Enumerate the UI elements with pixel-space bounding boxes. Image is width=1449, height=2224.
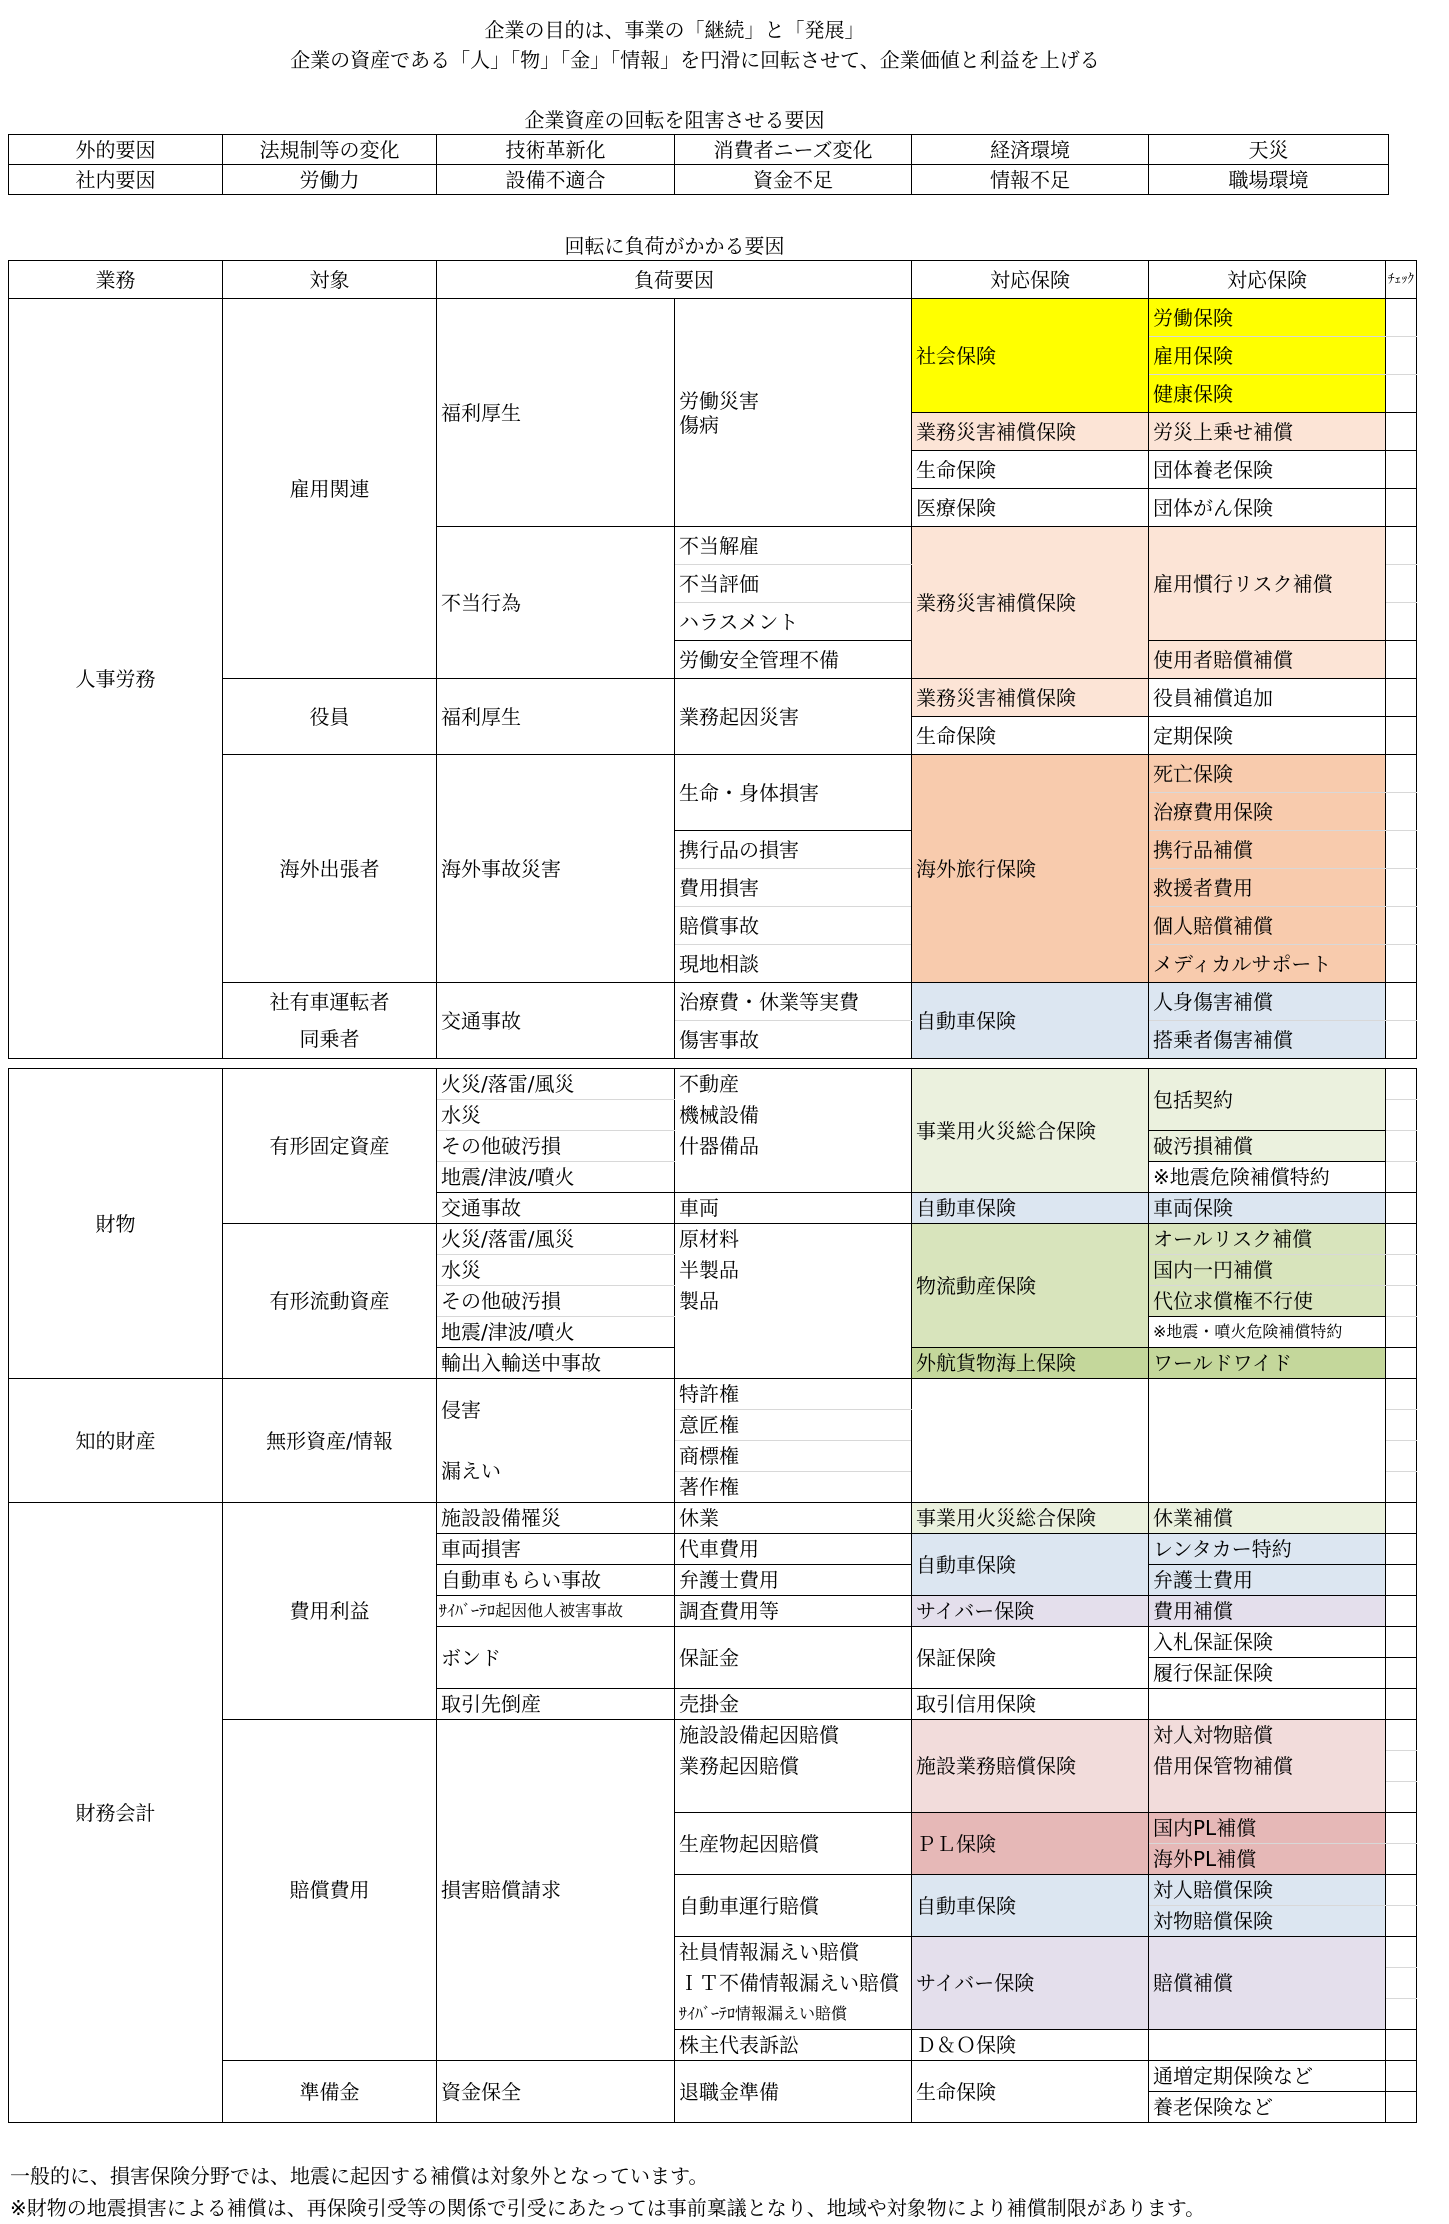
- check-cell[interactable]: [1386, 603, 1417, 641]
- hoken-blank: [1149, 1689, 1386, 1720]
- hoken-daii: 代位求償権不行使: [1149, 1286, 1386, 1317]
- hoken-rikou: 履行保証保険: [1149, 1658, 1386, 1689]
- check-cell[interactable]: [1386, 1410, 1417, 1441]
- fuka-kabunushi: 株主代表訴訟: [675, 2030, 912, 2061]
- check-cell[interactable]: [1386, 1348, 1417, 1379]
- fuka-bengoshi: 弁護士費用: [675, 1565, 912, 1596]
- fuka-taishoku: 退職金準備: [675, 2061, 912, 2123]
- check-cell[interactable]: [1386, 1224, 1417, 1255]
- hoken-shiyosha: 使用者賠償補償: [1149, 641, 1386, 679]
- hoken-kokunai: 国内一円補償: [1149, 1255, 1386, 1286]
- taisho-hiyo: 費用利益: [223, 1503, 437, 1720]
- fuka-shikin-hozen: 資金保全: [437, 2061, 675, 2123]
- hoken-kyuensha: 救援者費用: [1149, 869, 1386, 907]
- fuka-baisho-jiko: 賠償事故: [675, 907, 912, 945]
- section1-title: 企業資産の回転を阻害させる要因: [524, 108, 825, 132]
- check-cell[interactable]: [1386, 1503, 1417, 1534]
- fuka-fukuri2: 福利厚生: [437, 679, 675, 755]
- fuka-fukuri: 福利厚生: [437, 299, 675, 527]
- header-taisho: 対象: [223, 261, 437, 299]
- taisho-ryudo: 有形流動資産: [223, 1224, 437, 1379]
- check-cell[interactable]: [1386, 1875, 1417, 1906]
- fuka-genzairyo: 原材料: [675, 1224, 912, 1255]
- fuka-rosai-text: 労働災害: [679, 388, 759, 413]
- check-cell[interactable]: [1386, 299, 1417, 337]
- check-cell[interactable]: [1386, 869, 1417, 907]
- fuka-cyber-tain: ｻｲﾊﾞｰﾃﾛ起因他人被害事故: [437, 1596, 675, 1627]
- hoken-chiryo: 治療費用保険: [1149, 793, 1386, 831]
- hoken-seimei: 生命保険: [912, 2061, 1149, 2123]
- factor-table: [8, 134, 1389, 195]
- fuka-sonota2: その他破汚損: [437, 1286, 675, 1317]
- fuka-seisanbutsu: 生産物起因賠償: [675, 1813, 912, 1875]
- check-cell[interactable]: [1386, 1286, 1417, 1317]
- fuka-blank: [675, 1162, 912, 1193]
- check-cell[interactable]: [1386, 1844, 1417, 1875]
- hoken-butsuryu: 物流動産保険: [912, 1224, 1149, 1348]
- check-cell[interactable]: [1386, 641, 1417, 679]
- hoken-koyo-kanko: 雇用慣行リスク補償: [1149, 527, 1386, 641]
- hoken-jidosha2: 自動車保険: [912, 1875, 1149, 1937]
- hoken-hokatsu: 包括契約: [1149, 1069, 1386, 1131]
- fuka-cyber-joho: ｻｲﾊﾞｰﾃﾛ情報漏えい賠償: [675, 1999, 912, 2030]
- note-1: 一般的に、損害保険分野では、地震に起因する補償は対象外となっています。: [10, 2164, 709, 2188]
- fuka-blank: [675, 1782, 912, 1813]
- factor-external-1: 法規制等の変化: [223, 135, 437, 165]
- check-cell[interactable]: [1386, 489, 1417, 527]
- hoken-sharyo: 車両保険: [1149, 1193, 1386, 1224]
- hoken-taijin-hoken: 対人賠償保険: [1149, 1875, 1386, 1906]
- load-factor-table: [8, 260, 1417, 1059]
- title-main: 企業の目的は、事業の「継続」と「発展」: [484, 18, 865, 42]
- check-cell[interactable]: [1386, 1968, 1417, 1999]
- hoken-gaiko: 外航貨物海上保険: [912, 1348, 1149, 1379]
- hoken-jishin-funka: ※地震・噴火危険補償特約: [1149, 1317, 1386, 1348]
- factor-external-3: 消費者ニーズ変化: [675, 135, 912, 165]
- hoken-kokunai-pl: 国内PL補償: [1149, 1813, 1386, 1844]
- fuka-kasai: 火災/落雷/風災: [437, 1069, 675, 1100]
- check-cell[interactable]: [1386, 1782, 1417, 1813]
- hoken-dantai-gan: 団体がん保険: [1149, 489, 1386, 527]
- hoken-hosho: 保証保険: [912, 1627, 1149, 1689]
- taisho-kotei: 有形固定資産: [223, 1069, 437, 1224]
- hoken-kyugyo: 休業補償: [1149, 1503, 1386, 1534]
- factor-internal-0: 社内要因: [9, 165, 223, 195]
- check-cell[interactable]: [1386, 1131, 1417, 1162]
- hoken-jidosha: 自動車保険: [912, 983, 1149, 1059]
- hoken-hao: 破汚損補償: [1149, 1131, 1386, 1162]
- factor-external-0: 外的要因: [9, 135, 223, 165]
- fuka-sharyo-songai: 車両損害: [437, 1534, 675, 1565]
- check-cell[interactable]: [1386, 679, 1417, 717]
- taisho-mukei: 無形資産/情報: [223, 1379, 437, 1503]
- hoken-shakai: 社会保険: [912, 299, 1149, 413]
- fuka-blank: [675, 1317, 912, 1348]
- check-cell[interactable]: [1386, 1627, 1417, 1658]
- fuka-seihin: 製品: [675, 1286, 912, 1317]
- check-cell[interactable]: [1386, 1317, 1417, 1348]
- taisho-junbikin: 準備金: [223, 2061, 437, 2123]
- check-cell[interactable]: [1386, 1472, 1417, 1503]
- hoken-pl: ＰＬ保険: [912, 1813, 1149, 1875]
- fuka-sonota: その他破汚損: [437, 1131, 675, 1162]
- check-cell[interactable]: [1386, 1999, 1417, 2030]
- fuka-shisetsu-risai: 施設設備罹災: [437, 1503, 675, 1534]
- load-factor-table-lower: [8, 1068, 1417, 2123]
- fuka-suisai: 水災: [437, 1100, 675, 1131]
- fuka-hiyo-songai: 費用損害: [675, 869, 912, 907]
- check-cell[interactable]: [1386, 1021, 1417, 1059]
- header-hoken1: 対応保険: [912, 261, 1149, 299]
- check-cell[interactable]: [1386, 1534, 1417, 1565]
- fuka-torihiki: 取引先倒産: [437, 1689, 675, 1720]
- hoken-jidosha: 自動車保険: [912, 1534, 1149, 1596]
- check-cell[interactable]: [1386, 1379, 1417, 1410]
- hoken-jishin-tokuyaku: ※地震危険補償特約: [1149, 1162, 1386, 1193]
- fuka-tokkyo: 特許権: [675, 1379, 912, 1410]
- fuka-bond: ボンド: [437, 1627, 675, 1689]
- fuka-jishin2: 地震/津波/噴火: [437, 1317, 675, 1348]
- hoken-blank: [1149, 2030, 1386, 2061]
- check-cell[interactable]: [1386, 907, 1417, 945]
- hoken-jidosha: 自動車保険: [912, 1193, 1149, 1224]
- factor-external-5: 天災: [1149, 135, 1389, 165]
- fuka-shogai: 傷害事故: [675, 1021, 912, 1059]
- hoken-yakuin-hosho: 役員補償追加: [1149, 679, 1386, 717]
- fuka-roei: 漏えい: [437, 1441, 675, 1503]
- check-cell[interactable]: [1386, 1069, 1417, 1100]
- gyomu-zaibutsu: 財物: [9, 1069, 223, 1379]
- check-cell[interactable]: [1386, 1658, 1417, 1689]
- hoken-yoro: 養老保険など: [1149, 2092, 1386, 2123]
- hoken-gyomu-saigai: 業務災害補償保険: [912, 413, 1149, 451]
- hoken-seimei: 生命保険: [912, 451, 1149, 489]
- hoken-gyomu-saigai3: 業務災害補償保険: [912, 679, 1149, 717]
- fuka-yushutsu: 輸出入輸送中事故: [437, 1348, 675, 1379]
- check-cell[interactable]: [1386, 717, 1417, 755]
- fuka-juki: 什器備品: [675, 1131, 912, 1162]
- taisho-koyo: 雇用関連: [223, 299, 437, 679]
- check-cell[interactable]: [1386, 1937, 1417, 1968]
- hoken-seimei2: 生命保険: [912, 717, 1149, 755]
- hoken-rentacar: レンタカー特約: [1149, 1534, 1386, 1565]
- check-cell[interactable]: [1386, 755, 1417, 793]
- check-cell[interactable]: [1386, 1255, 1417, 1286]
- gyomu-jinji: 人事労務: [9, 299, 223, 1059]
- fuka-kikai: 機械設備: [675, 1100, 912, 1131]
- hoken-cyber2: サイバー保険: [912, 1937, 1149, 2030]
- hoken-kaigai-pl: 海外PL補償: [1149, 1844, 1386, 1875]
- fuka-hoshokin: 保証金: [675, 1627, 912, 1689]
- fuka-rosai: [675, 299, 912, 527]
- hoken-iryo: 医療保険: [912, 489, 1149, 527]
- check-cell[interactable]: [1386, 337, 1417, 375]
- hoken-cyber: サイバー保険: [912, 1596, 1149, 1627]
- hoken-koyo: 雇用保険: [1149, 337, 1386, 375]
- fuka-futo-kaiko: 不当解雇: [675, 527, 912, 565]
- factor-external-2: 技術革新化: [437, 135, 675, 165]
- note-2: ※財物の地震損害による補償は、再保険引受等の関係で引受にあたっては事前稟議となり、地域や対象物により補償制限があります。: [10, 2196, 1206, 2220]
- fuka-rodo-anzen: 労働安全管理不備: [675, 641, 912, 679]
- check-cell[interactable]: [1386, 2092, 1417, 2123]
- hoken-keikohin: 携行品補償: [1149, 831, 1386, 869]
- check-cell[interactable]: [1386, 1193, 1417, 1224]
- taisho-shayusha-1: 社有車運転者: [223, 983, 437, 1021]
- check-cell[interactable]: [1386, 1720, 1417, 1751]
- fuka-shobyo-text: 傷病: [679, 412, 719, 437]
- fuka-keikohin: 携行品の損害: [675, 831, 912, 869]
- fuka-futo-koi: 不当行為: [437, 527, 675, 679]
- fuka-chosaku: 著作権: [675, 1472, 912, 1503]
- title-sub: 企業の資産である「人」「物」「金」「情報」を円滑に回転させて、企業価値と利益を上げる: [290, 48, 1100, 72]
- fuka-shisetsu-kiin: 施設設備起因賠償: [675, 1720, 912, 1751]
- fuka-kyugyo: 休業: [675, 1503, 912, 1534]
- fuka-kasai2: 火災/落雷/風災: [437, 1224, 675, 1255]
- fuka-shain-joho: 社員情報漏えい賠償: [675, 1937, 912, 1968]
- check-cell[interactable]: [1386, 1162, 1417, 1193]
- hoken-taibutsu-hoken: 対物賠償保険: [1149, 1906, 1386, 1937]
- header-hoken2: 対応保険: [1149, 261, 1386, 299]
- check-cell[interactable]: [1386, 565, 1417, 603]
- check-cell[interactable]: [1386, 983, 1417, 1021]
- fuka-blank: [675, 1348, 912, 1379]
- factor-internal-5: 職場環境: [1149, 165, 1389, 195]
- factor-internal-4: 情報不足: [912, 165, 1149, 195]
- hoken-rosai-uwanose: 労災上乗せ補償: [1149, 413, 1386, 451]
- fuka-daisha: 代車費用: [675, 1534, 912, 1565]
- hoken-baisho: 賠償補償: [1149, 1937, 1386, 2030]
- hoken-teiki: 定期保険: [1149, 717, 1386, 755]
- hoken-shisetsu-gyomu: 施設業務賠償保険: [912, 1720, 1149, 1813]
- fuka-fudosan: 不動産: [675, 1069, 912, 1100]
- taisho-baisho: 賠償費用: [223, 1720, 437, 2061]
- fuka-gyomu-kiin: 業務起因賠償: [675, 1751, 912, 1782]
- check-cell[interactable]: [1386, 375, 1417, 413]
- check-cell[interactable]: [1386, 1441, 1417, 1472]
- hoken-jigyo-kasai: 事業用火災総合保険: [912, 1069, 1149, 1193]
- gyomu-chiteki: 知的財産: [9, 1379, 223, 1503]
- hoken-blank: [912, 1379, 1149, 1503]
- check-cell[interactable]: [1386, 1751, 1417, 1782]
- factor-internal-1: 労働力: [223, 165, 437, 195]
- fuka-shingai: 侵害: [437, 1379, 675, 1441]
- header-check: ﾁｪｯｸ: [1386, 261, 1417, 299]
- fuka-morai: 自動車もらい事故: [437, 1565, 675, 1596]
- fuka-seimei-shintai: 生命・身体損害: [675, 755, 912, 831]
- check-cell[interactable]: [1386, 1906, 1417, 1937]
- factor-external-4: 経済環境: [912, 135, 1149, 165]
- check-cell[interactable]: [1386, 2030, 1417, 2061]
- hoken-kaigai-ryoko: 海外旅行保険: [912, 755, 1149, 983]
- fuka-kotsu: 交通事故: [437, 983, 675, 1059]
- hoken-worldwide: ワールドワイド: [1149, 1348, 1386, 1379]
- check-cell[interactable]: [1386, 527, 1417, 565]
- fuka-harasment: ハラスメント: [675, 603, 912, 641]
- hoken-torihiki: 取引信用保険: [912, 1689, 1149, 1720]
- hoken-kojin-baisho: 個人賠償補償: [1149, 907, 1386, 945]
- check-cell[interactable]: [1386, 1565, 1417, 1596]
- hoken-blank: [1149, 1379, 1386, 1503]
- hoken-tsuzo: 通増定期保険など: [1149, 2061, 1386, 2092]
- fuka-futo-hyoka: 不当評価: [675, 565, 912, 603]
- hoken-jinshin: 人身傷害補償: [1149, 983, 1386, 1021]
- check-cell[interactable]: [1386, 1596, 1417, 1627]
- hoken-hiyo: 費用補償: [1149, 1596, 1386, 1627]
- fuka-it-fubi: ＩＴ不備情報漏えい賠償: [675, 1968, 912, 1999]
- hoken-dantai-yoro: 団体養老保険: [1149, 451, 1386, 489]
- fuka-genchi: 現地相談: [675, 945, 912, 983]
- factor-internal-2: 設備不適合: [437, 165, 675, 195]
- fuka-kotsu: 交通事故: [437, 1193, 675, 1224]
- gyomu-zaimu: 財務会計: [9, 1503, 223, 2123]
- check-cell[interactable]: [1386, 945, 1417, 983]
- taisho-shayusha-2: 同乗者: [223, 1021, 437, 1059]
- hoken-jigyo-kasai: 事業用火災総合保険: [912, 1503, 1149, 1534]
- hoken-taijin: 対人対物賠償: [1149, 1720, 1386, 1751]
- check-cell[interactable]: [1386, 793, 1417, 831]
- check-cell[interactable]: [1386, 1689, 1417, 1720]
- fuka-songai-seikyu: 損害賠償請求: [437, 1720, 675, 2061]
- check-cell[interactable]: [1386, 1813, 1417, 1844]
- fuka-suisai2: 水災: [437, 1255, 675, 1286]
- hoken-do: Ｄ＆Ｏ保険: [912, 2030, 1149, 2061]
- hoken-rodo: 労働保険: [1149, 299, 1386, 337]
- hoken-tojosha: 搭乗者傷害補償: [1149, 1021, 1386, 1059]
- check-cell[interactable]: [1386, 1100, 1417, 1131]
- hoken-bengoshi: 弁護士費用: [1149, 1565, 1386, 1596]
- section2-title: 回転に負荷がかかる要因: [564, 234, 785, 258]
- hoken-blank: [1149, 1782, 1386, 1813]
- hoken-medical: メディカルサポート: [1149, 945, 1386, 983]
- header-gyomu: 業務: [9, 261, 223, 299]
- hoken-allrisk: オールリスク補償: [1149, 1224, 1386, 1255]
- fuka-gyomu-kiin: 業務起因災害: [675, 679, 912, 755]
- fuka-jishin: 地震/津波/噴火: [437, 1162, 675, 1193]
- fuka-chosa: 調査費用等: [675, 1596, 912, 1627]
- fuka-shohyo: 商標権: [675, 1441, 912, 1472]
- check-cell[interactable]: [1386, 413, 1417, 451]
- fuka-sharyo: 車両: [675, 1193, 912, 1224]
- fuka-urikake: 売掛金: [675, 1689, 912, 1720]
- check-cell[interactable]: [1386, 831, 1417, 869]
- taisho-kaigai: 海外出張者: [223, 755, 437, 983]
- check-cell[interactable]: [1386, 451, 1417, 489]
- fuka-hanseihin: 半製品: [675, 1255, 912, 1286]
- factor-internal-3: 資金不足: [675, 165, 912, 195]
- fuka-kaigai-jiko: 海外事故災害: [437, 755, 675, 983]
- hoken-gyomu-saigai2: 業務災害補償保険: [912, 527, 1149, 679]
- hoken-kenko: 健康保険: [1149, 375, 1386, 413]
- hoken-shakuyo: 借用保管物補償: [1149, 1751, 1386, 1782]
- fuka-jidosha-unko: 自動車運行賠償: [675, 1875, 912, 1937]
- header-fuka: 負荷要因: [437, 261, 912, 299]
- hoken-shibo: 死亡保険: [1149, 755, 1386, 793]
- fuka-isho: 意匠権: [675, 1410, 912, 1441]
- taisho-yakuin: 役員: [223, 679, 437, 755]
- check-cell[interactable]: [1386, 2061, 1417, 2092]
- fuka-chiryohi: 治療費・休業等実費: [675, 983, 912, 1021]
- hoken-nyusatsu: 入札保証保険: [1149, 1627, 1386, 1658]
